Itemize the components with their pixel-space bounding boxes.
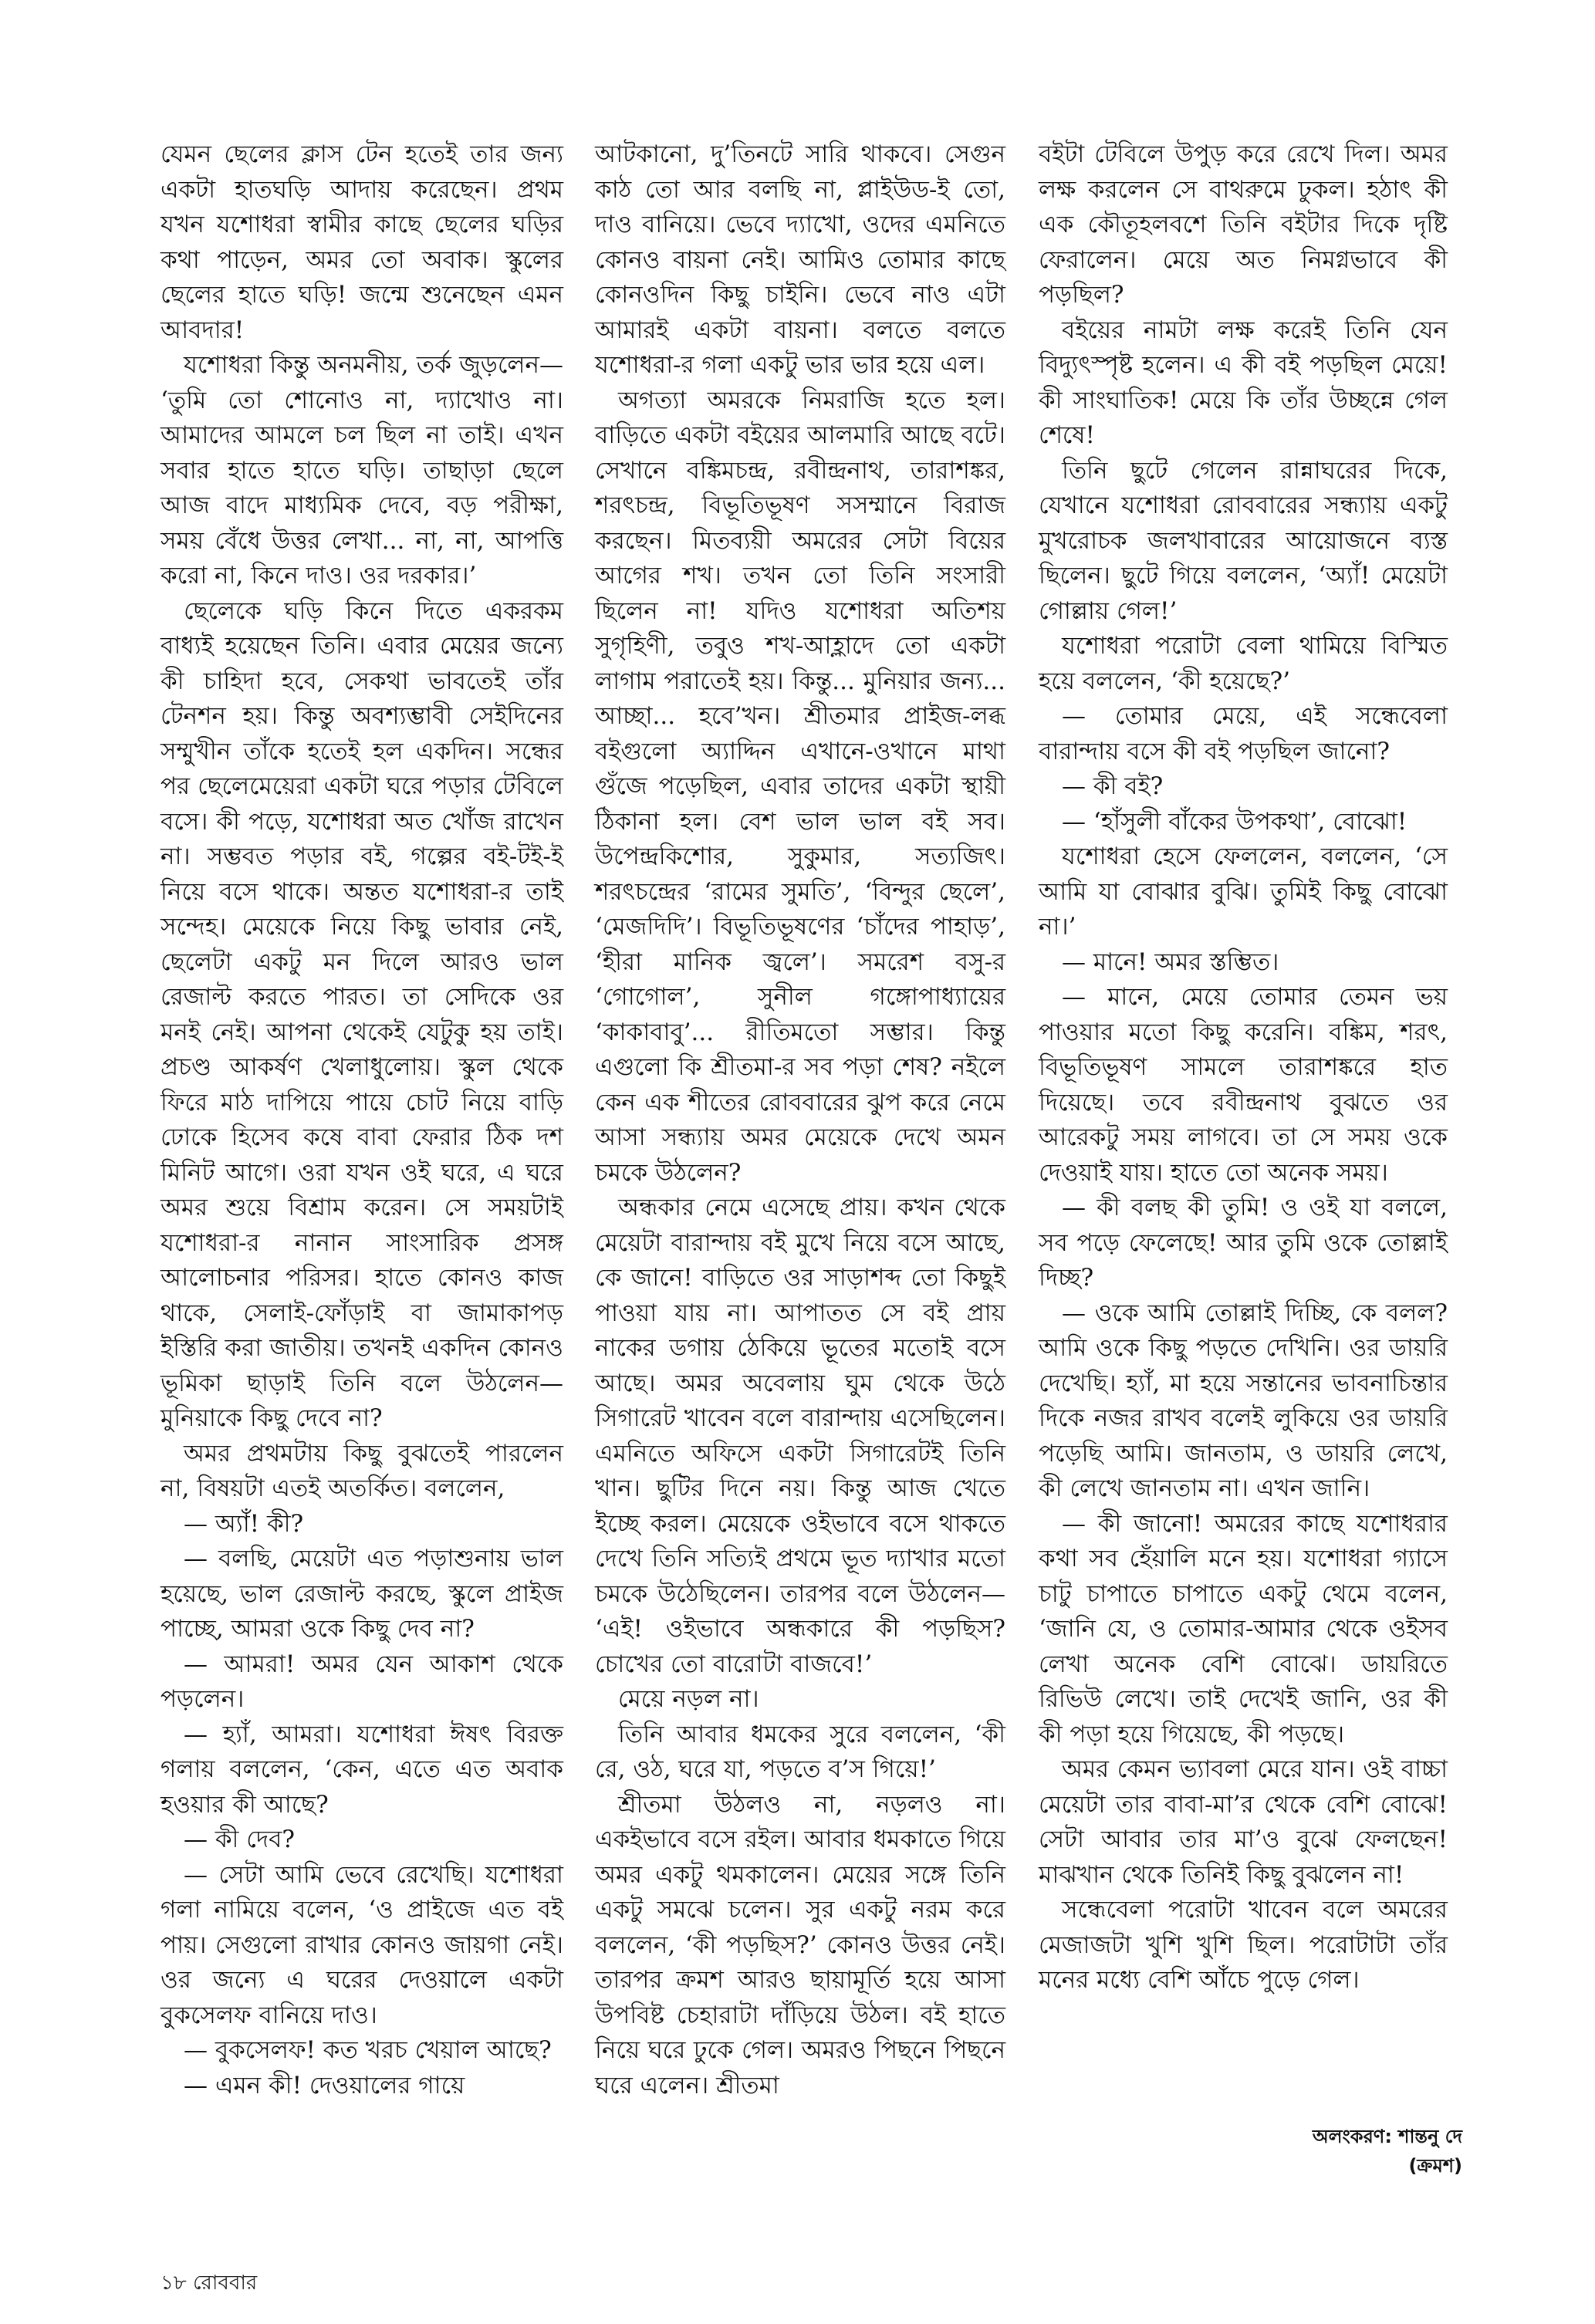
dialogue-line: — হ্যাঁ, আমরা। যশোধরা ঈষৎ বিরক্ত গলায় বললেন, ‘কেন, এতে এত অবাক হওয়ার কী আছে? [161,1720,563,1819]
paragraph: অমর প্রথমটায় কিছু বুঝতেই পারলেন না, বিষয়টা এতই অতর্কিত। বললেন, [161,1439,563,1502]
dialogue-line: — মানে! অমর স্তম্ভিত। [1062,948,1279,976]
illustration-credit [1076,2122,1462,2180]
paragraph: যশোধরা পরোটা বেলা থামিয়ে বিস্মিত হয়ে বললেন, ‘কী হয়েছে?’ [1039,632,1448,695]
paragraph: আটকানো, দু’তিনটে সারি থাকবে। সেগুন কাঠ তো আর বলছি না, প্লাইউড-ই তো, দাও বানিয়ে। ভেবে দ্যাখো, ওদের এমনিতে কোনও বায়না নেই। আমিও তোমার কাছে কোনওদিন কিছু চাইনি। ভেবে নাও এটা আমারই একটা বায়না। বলতে বলতে যশোধরা-র গলা একটু ভার ভার হয়ে এল। [595,140,1005,379]
dialogue-line: — কী বলছ কী তুমি! ও ওই যা বললে, সব পড়ে ফেলেছে! আর তুমি ওকে তোল্লাই দিচ্ছ? [1039,1194,1448,1292]
dialogue-line: — ওকে আমি তোল্লাই দিচ্ছি, কে বলল? আমি ওকে কিছু পড়তে দেখিনি। ওর ডায়রি দেখেছি। হ্যাঁ, মা হয়ে সন্তানের ভাবনাচিন্তার দিকে নজর রাখব বলেই লুকিয়ে ওর ডায়রি পড়েছি আমি। জানতাম, ও ডায়রি লেখে, কী লেখে জানতাম না। এখন জানি। [1039,1299,1448,1502]
paragraph: শ্রীতমা উঠলও না, নড়লও না। একইভাবে বসে রইল। আবার ধমকাতে গিয়ে অমর একটু থমকালেন। মেয়ের সঙ্গে তিনি একটু সমঝে চলেন। সুর একটু নরম করে বললেন, ‘কী পড়ছিস?’ কোনও উত্তর নেই। তারপর ক্রমশ আরও ছায়ামূর্তি হয়ে আসা উপবিষ্ট চেহারাটা দাঁড়িয়ে উঠল। বই হাতে নিয়ে ঘরে ঢুকে গেল। অমরও পিছনে পিছনে ঘরে এলেন। শ্রীতমা [595,1790,1005,2099]
text-column-2 [595,137,1005,2103]
paragraph: বইয়ের নামটা লক্ষ করেই তিনি যেন বিদ্যুৎস্পৃষ্ট হলেন। এ কী বই পড়ছিল মেয়ে! কী সাংঘাতিক! মেয়ে কি তাঁর উচ্ছন্নে গেল শেষে! [1039,316,1448,449]
paragraph: ছেলেকে ঘড়ি কিনে দিতে একরকম বাধ্যই হয়েছেন তিনি। এবার মেয়ের জন্যে কী চাহিদা হবে, সেকথা ভাবতেই তাঁর টেনশন হয়। কিন্তু অবশ্যম্ভাবী সেইদিনের সম্মুখীন তাঁকে হতেই হল একদিন। সন্ধের পর ছেলেমেয়েরা একটা ঘরে পড়ার টেবিলে বসে। কী পড়ে, যশোধরা অত খোঁজ রাখেন না। সম্ভবত পড়ার বই, গল্পের বই-টই-ই নিয়ে বসে থাকে। অন্তত যশোধরা-র তাই সন্দেহ। মেয়েকে নিয়ে কিছু ভাবার নেই, ছেলেটা একটু মন দিলে আরও ভাল রেজাল্ট করতে পারত। তা সেদিকে ওর মনই নেই। আপনা থেকেই যেটুকু হয় তাই। প্রচণ্ড আকর্ষণ খেলাধুলোয়। স্কুল থেকে ফিরে মাঠ দাপিয়ে পায়ে চোট নিয়ে বাড়ি ঢোকে হিসেব কষে বাবা ফেরার ঠিক দশ মিনিট আগে। ওরা যখন ওই ঘরে, এ ঘরে অমর শুয়ে বিশ্রাম করেন। সে সময়টাই যশোধরা-র নানান সাংসারিক প্রসঙ্গ আলোচনার পরিসর। হাতে কোনও কাজ থাকে, সেলাই-ফোঁড়াই বা জামাকাপড় ইস্তিরি করা জাতীয়। তখনই একদিন কোনও ভূমিকা ছাড়াই তিনি বলে উঠলেন— মুনিয়াকে কিছু দেবে না? [161,596,563,1432]
continued-note: (ক্রমশ) [1408,2155,1462,2177]
text-column-3 [1039,137,1448,1998]
dialogue-line: — কী দেব? [184,1826,296,1853]
dialogue-line: — এমন কী! দেওয়ালের গায়ে [184,2071,465,2099]
dialogue-line: — আমরা! অমর যেন আকাশ থেকে পড়লেন। [161,1650,563,1713]
paragraph: যশোধরা হেসে ফেললেন, বললেন, ‘সে আমি যা বোঝার বুঝি। তুমিই কিছু বোঝো না।’ [1039,843,1448,941]
text-column-1 [161,137,563,2103]
paragraph: যশোধরা কিন্তু অনমনীয়, তর্ক জুড়লেন— ‘তুমি তো শোনোও না, দ্যাখোও না। আমাদের আমলে চল ছিল না তাই। এখন সবার হাতে হাতে ঘড়ি। তাছাড়া ছেলে আজ বাদে মাধ্যমিক দেবে, বড় পরীক্ষা, সময় বেঁধে উত্তর লেখা... না, না, আপত্তি করো না, কিনে দাও। ওর দরকার।’ [161,351,563,589]
dialogue-line: — বুকসেলফ! কত খরচ খেয়াল আছে? [184,2036,552,2064]
dialogue-line: — ‘হাঁসুলী বাঁকের উপকথা’, বোঝো! [1062,807,1407,836]
paragraph: অন্ধকার নেমে এসেছে প্রায়। কখন থেকে মেয়েটা বারান্দায় বই মুখে নিয়ে বসে আছে, কে জানে! বাড়িতে ওর সাড়াশব্দ তো কিছুই পাওয়া যায় না। আপাতত সে বই প্রায় নাকের ডগায় ঠেকিয়ে ভূতের মতোই বসে আছে। অমর অবেলায় ঘুম থেকে উঠে সিগারেট খাবেন বলে বারান্দায় এসেছিলেন। এমনিতে অফিসে একটা সিগারেটই তিনি খান। ছুটির দিনে নয়। কিন্তু আজ খেতে ইচ্ছে করল। মেয়েকে ওইভাবে বসে থাকতে দেখে তিনি সত্যিই প্রথমে ভূত দ্যাখার মতো চমকে উঠেছিলেন। তারপর বলে উঠলেন— ‘এই! ওইভাবে অন্ধকারে কী পড়ছিস? চোখের তো বারোটা বাজবে!’ [595,1194,1005,1678]
paragraph: তিনি আবার ধমকের সুরে বললেন, ‘কী রে, ওঠ, ঘরে যা, পড়তে ব’স গিয়ে!’ [595,1720,1005,1783]
paragraph: যেমন ছেলের ক্লাস টেন হতেই তার জন্য একটা হাতঘড়ি আদায় করেছেন। প্রথম যখন যশোধরা স্বামীর কাছে ছেলের ঘড়ির কথা পাড়েন, অমর তো অবাক। স্কুলের ছেলের হাতে ঘড়ি! জন্মে শুনেছেন এমন আবদার! [161,140,563,344]
dialogue-line: — কী বই? [1062,772,1164,800]
page-footer: ১৮ রোববার [161,2272,258,2295]
dialogue-line: — তোমার মেয়ে, এই সন্ধেবেলা বারান্দায় বসে কী বই পড়ছিল জানো? [1039,702,1448,765]
dialogue-line: — বলছি, মেয়েটা এত পড়াশুনায় ভাল হয়েছে, ভাল রেজাল্ট করছে, স্কুলে প্রাইজ পাচ্ছে, আমরা ওকে কিছু দেব না? [161,1545,563,1643]
dialogue-line: — সেটা আমি ভেবে রেখেছি। যশোধরা গলা নামিয়ে বলেন, ‘ও প্রাইজে এত বই পায়। সেগুলো রাখার কোনও জায়গা নেই। ওর জন্যে এ ঘরের দেওয়ালে একটা বুকসেলফ বানিয়ে দাও। [161,1860,563,2029]
dialogue-line: — কী জানো! অমরের কাছে যশোধরার কথা সব হেঁয়ালি মনে হয়। যশোধরা গ্যাসে চাটু চাপাতে চাপাতে একটু থেমে বলেন, ‘জানি যে, ও তোমার-আমার থেকে ওইসব লেখা অনেক বেশি বোঝে। ডায়রিতে রিভিউ লেখে। তাই দেখেই জানি, ওর কী কী পড়া হয়ে গিয়েছে, কী পড়ছে। [1039,1509,1448,1748]
dialogue-line: — অ্যাঁ! কী? [184,1509,304,1538]
paragraph: মেয়ে নড়ল না। [618,1685,759,1713]
paragraph: তিনি ছুটে গেলেন রান্নাঘরের দিকে, যেখানে যশোধরা রোববারের সন্ধ্যায় একটু মুখরোচক জলখাবারের আয়োজনে ব্যস্ত ছিলেন। ছুটে গিয়ে বললেন, ‘অ্যাঁ! মেয়েটা গোল্লায় গেল!’ [1039,456,1448,625]
dialogue-line: — মানে, মেয়ে তোমার তেমন ভয় পাওয়ার মতো কিছু করেনি। বঙ্কিম, শরৎ, বিভূতিভূষণ সামলে তারাশঙ্করে হাত দিয়েছে। তবে রবীন্দ্রনাথ বুঝতে ওর আরেকটু সময় লাগবে। তা সে সময় ওকে দেওয়াই যায়। হাতে তো অনেক সময়। [1039,983,1448,1187]
paragraph: অগত্যা অমরকে নিমরাজি হতে হল। বাড়িতে একটা বইয়ের আলমারি আছে বটে। সেখানে বঙ্কিমচন্দ্র, রবীন্দ্রনাথ, তারাশঙ্কর, শরৎচন্দ্র, বিভূতিভূষণ সসম্মানে বিরাজ করছেন। মিতব্যয়ী অমরের সেটা বিয়ের আগের শখ। তখন তো তিনি সংসারী ছিলেন না! যদিও যশোধরা অতিশয় সুগৃহিণী, তবুও শখ-আহ্লাদে তো একটা লাগাম পরাতেই হয়। কিন্তু... মুনিয়ার জন্য... আচ্ছা... হবে’খন। শ্রীতমার প্রাইজ-লব্ধ বইগুলো অ্যাদ্দিন এখানে-ওখানে মাথা গুঁজে পড়েছিল, এবার তাদের একটা স্থায়ী ঠিকানা হল। বেশ ভাল ভাল বই সব। উপেন্দ্রকিশোর, সুকুমার, সত্যজিৎ। শরৎচন্দ্রের ‘রামের সুমতি’, ‘বিন্দুর ছেলে’, ‘মেজদিদি’। বিভূতিভূষণের ‘চাঁদের পাহাড়’, ‘হীরা মানিক জ্বলে’। সমরেশ বসু-র ‘গোগোল’, সুনীল গঙ্গোপাধ্যায়ের ‘কাকাবাবু’... রীতিমতো সম্ভার। কিন্তু এগুলো কি শ্রীতমা-র সব পড়া শেষ? নইলে কেন এক শীতের রোববারের ঝুপ করে নেমে আসা সন্ধ্যায় অমর মেয়েকে দেখে অমন চমকে উঠলেন? [595,386,1005,1187]
paragraph: অমর কেমন ভ্যাবলা মেরে যান। ওই বাচ্চা মেয়েটা তার বাবা-মা’র থেকে বেশি বোঝে! সেটা আবার তার মা’ও বুঝে ফেলছেন! মাঝখান থেকে তিনিই কিছু বুঝলেন না! [1039,1755,1448,1889]
paragraph: সন্ধেবেলা পরোটা খাবেন বলে অমরের মেজাজটা খুশি খুশি ছিল। পরোটাটা তাঁর মনের মধ্যে বেশি আঁচে পুড়ে গেল। [1039,1896,1448,1994]
illustrator-name: অলংকরণ: শান্তনু দে [1312,2126,1462,2147]
paragraph: বইটা টেবিলে উপুড় করে রেখে দিল। অমর লক্ষ করলেন সে বাথরুমে ঢুকল। হঠাৎ কী এক কৌতূহলবশে তিনি বইটার দিকে দৃষ্টি ফেরালেন। মেয়ে অত নিমগ্নভাবে কী পড়ছিল? [1039,140,1448,309]
